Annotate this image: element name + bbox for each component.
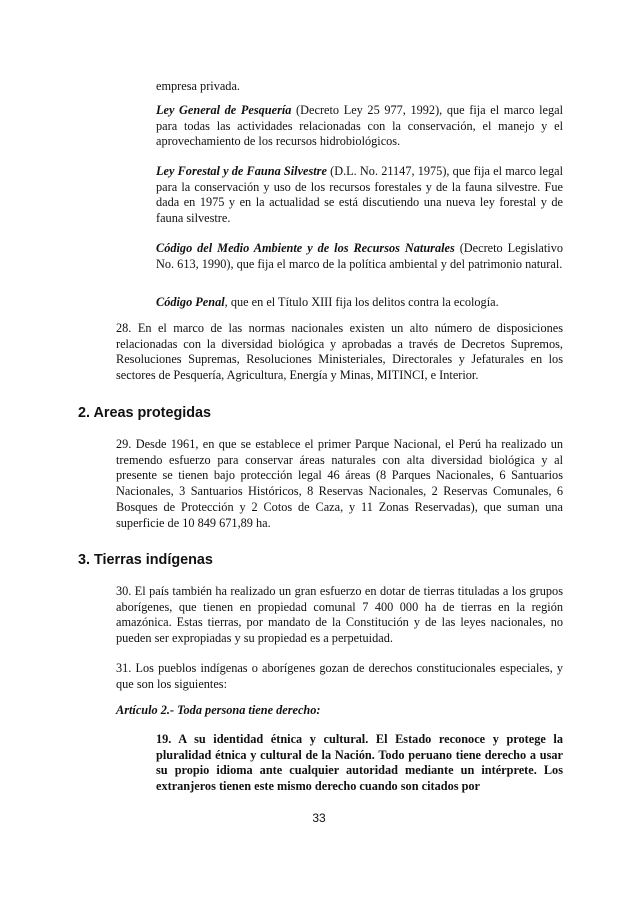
ley-pesqueria-text: (Decreto Ley 25 977, 1992), que fija el marco legal para todas las actividades relacionadas con la conservación, el manejo y el aprovechamiento de los recursos hidrobiológicos.: [156, 103, 563, 149]
ley-pesqueria-title: Ley General de Pesquería: [156, 103, 292, 117]
paragraph-30: 30. El país también ha realizado un gran esfuerzo en dotar de tierras tituladas a los grupos aborígenes, que tienen en propiedad comunal 7 400 000 ha de tierras en la región amazónica. Estas tierras, por mandato de la Constitución y de las leyes nacionales, no pueden ser expropiadas y su propiedad es a perpetuidad.: [116, 584, 563, 646]
paragraph-31: 31. Los pueblos indígenas o aborígenes gozan de derechos constitucionales especiales, y que son los siguientes:: [116, 661, 563, 691]
paragraph-28: 28. En el marco de las normas nacionales existen un alto número de disposiciones relacionadas con la diversidad biológica y aprobadas a través de Decretos Supremos, Resoluciones Supremas, Resoluciones Ministeriales, Directorales y Jefaturales en los sectores de Pesquería, Agricultura, Energía y Minas, MITINCI, e Interior.: [116, 321, 563, 383]
codigo-medio-title: Código del Medio Ambiente y de los Recursos Naturales: [156, 241, 455, 255]
section-heading-areas-protegidas: 2. Areas protegidas: [78, 405, 212, 421]
ley-forestal-title: Ley Forestal y de Fauna Silvestre: [156, 164, 327, 178]
codigo-penal-text: , que en el Título XIII fija los delitos contra la ecología.: [224, 295, 499, 309]
paragraph-codigo-medio-ambiente: [156, 241, 563, 272]
paragraph-19: 19. A su identidad étnica y cultural. El Estado reconoce y protege la pluralidad étnica y cultural de la Nación. Todo peruano tiene derecho a usar su propio idioma ante cualquier autoridad mediante un intérprete. Los extranjeros tienen este mismo derecho cuando son citados por: [156, 732, 563, 794]
articulo-2-heading: Artículo 2.- Toda persona tiene derecho:: [116, 703, 321, 717]
ley-forestal-text: (D.L. No. 21147, 1975), que fija el marco legal para la conservación y uso de los recursos forestales y de la fauna silvestre. Fue dada en 1975 y en la actualidad se está discutiendo una nueva ley forestal y de fauna silvestre.: [156, 164, 563, 226]
codigo-penal-title: Código Penal: [156, 295, 225, 309]
codigo-medio-text: (Decreto Legislativo No. 613, 1990), que fija el marco de la política ambiental y del patrimonio natural.: [156, 241, 563, 271]
paragraph-empresa-privada: empresa privada.: [156, 79, 240, 93]
paragraph-codigo-penal: [156, 295, 563, 311]
page-number: 33: [312, 811, 326, 825]
paragraph-29: 29. Desde 1961, en que se establece el primer Parque Nacional, el Perú ha realizado un tremendo esfuerzo para conservar áreas naturales con alta diversidad biológica y al presente se tienen bajo protección legal 46 áreas (8 Parques Nacionales, 6 Santuarios Nacionales, 3 Santuarios Históricos, 8 Reservas Nacionales, 2 Reservas Comunales, 6 Bosques de Protección y 2 Cotos de Caza, y 11 Zonas Reservadas), que suman una superficie de 10 849 671,89 ha.: [116, 437, 563, 530]
paragraph-ley-pesqueria: [156, 103, 563, 150]
paragraph-ley-forestal: [156, 164, 563, 227]
section-heading-tierras-indigenas: 3. Tierras indígenas: [78, 552, 213, 568]
